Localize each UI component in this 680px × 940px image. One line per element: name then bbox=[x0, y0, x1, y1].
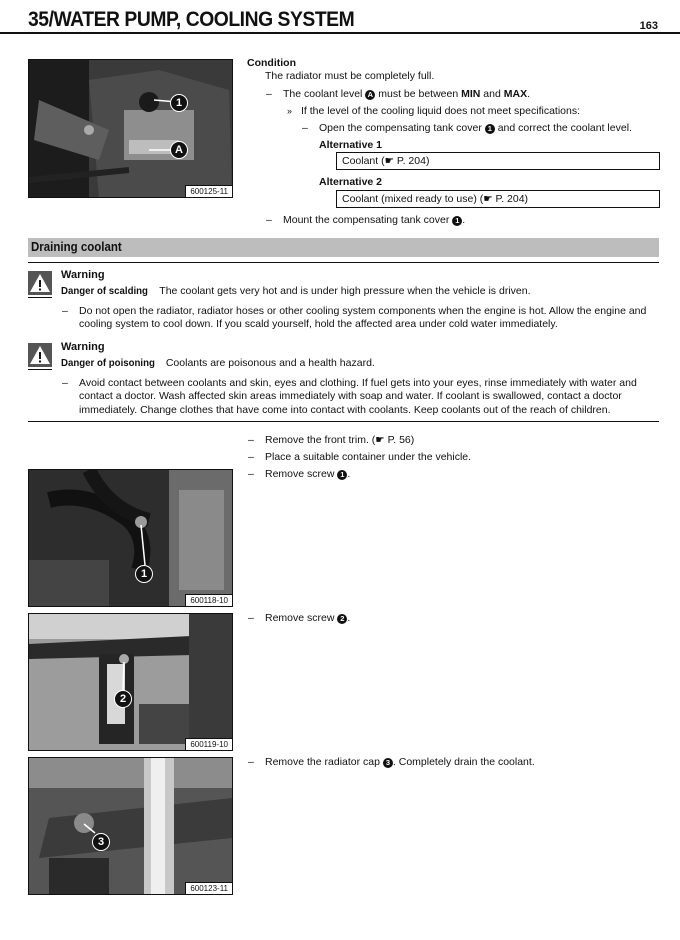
step-remove-front-trim: – Remove the front trim. (☛ P. 56) bbox=[265, 434, 414, 447]
step-coolant-level bbox=[283, 88, 530, 101]
spec-bullet: » If the level of the cooling liquid does not meet specifications: bbox=[301, 105, 580, 118]
level-pre: The coolant level bbox=[283, 88, 363, 100]
s3-pre: Remove screw bbox=[265, 468, 335, 480]
condition-heading: Condition bbox=[247, 57, 296, 69]
warning1-rule bbox=[28, 297, 52, 298]
warning2-line2: contact a doctor. Wash affected skin areas immediately with soap and water. If coolant is swallowed, contact a doctor bbox=[79, 390, 622, 403]
callout-2: 2 bbox=[114, 690, 132, 708]
figure-screw-2 bbox=[28, 613, 233, 751]
figure-coolant-tank bbox=[28, 59, 233, 198]
warning2-line1: – Avoid contact between coolants and skin, eyes and clothing. If fuel gets into your eyes, rinse immediately with water and bbox=[79, 377, 637, 389]
warning-icon bbox=[28, 271, 52, 295]
figure-radiator-cap bbox=[28, 757, 233, 895]
callout-3: 3 bbox=[92, 833, 110, 851]
warning1-line2: cooling system to cool down. If you scald yourself, hold the affected area under cold water immediately. bbox=[79, 318, 558, 331]
warning1-danger-text: The coolant gets very hot and is under high pressure when the vehicle is driven. bbox=[159, 285, 531, 297]
warning2-rule bbox=[28, 369, 52, 370]
step-remove-screw-2 bbox=[265, 612, 350, 625]
warning2-danger-text: Coolants are poisonous and a health hazard. bbox=[165, 357, 375, 369]
coolant-tank-photo bbox=[29, 60, 232, 197]
step-mount-cover bbox=[283, 214, 465, 227]
marker-A: A bbox=[365, 90, 375, 100]
level-mid: must be between bbox=[378, 88, 459, 100]
warning1-danger-label: Danger of scalding bbox=[61, 285, 148, 297]
section-title: Draining coolant bbox=[31, 240, 122, 254]
open-pre: Open the compensating tank cover bbox=[319, 122, 482, 134]
s4-post: . bbox=[347, 612, 351, 624]
figure-label: 600123-11 bbox=[185, 882, 232, 894]
step-open-cover bbox=[319, 122, 632, 135]
marker-1: 1 bbox=[485, 124, 495, 134]
marker-1b: 1 bbox=[452, 216, 462, 226]
level-min: MIN bbox=[461, 88, 481, 100]
radiator-cap-photo bbox=[29, 758, 232, 894]
step-place-container: – Place a suitable container under the vehicle. bbox=[265, 451, 471, 464]
warning1-line1: – Do not open the radiator, radiator hoses or other cooling system components when the engine is hot. Allow the engine and bbox=[79, 305, 647, 317]
marker-3: 3 bbox=[383, 758, 393, 768]
figure-label: 600125-11 bbox=[185, 185, 232, 197]
level-end: . bbox=[527, 88, 531, 100]
alt2-box: Coolant (mixed ready to use) (☛ P. 204) bbox=[336, 190, 660, 208]
section-bar bbox=[28, 238, 659, 257]
s3-post: . bbox=[347, 468, 351, 480]
figure-screw-1 bbox=[28, 469, 233, 607]
header-rule bbox=[0, 32, 680, 34]
warning2-line3: immediately. Change clothes that have come into contact with coolants. Keep coolants out of the reach of children. bbox=[79, 403, 611, 416]
warning2-danger bbox=[61, 357, 375, 370]
s5-pre: Remove the radiator cap bbox=[265, 756, 380, 768]
s5-post: . Completely drain the coolant. bbox=[392, 756, 535, 768]
open-post: and correct the coolant level. bbox=[497, 122, 632, 134]
warning1-body bbox=[79, 305, 646, 332]
screw-1-photo bbox=[29, 470, 232, 606]
callout-1: 1 bbox=[170, 94, 188, 112]
level-and: and bbox=[483, 88, 501, 100]
step-remove-radiator-cap bbox=[265, 756, 535, 769]
alt2-label: Alternative 2 bbox=[319, 176, 383, 188]
marker-1c: 1 bbox=[337, 470, 347, 480]
mount-post: . bbox=[462, 214, 466, 226]
alt1-box: Coolant (☛ P. 204) bbox=[336, 152, 660, 170]
alt1-label: Alternative 1 bbox=[319, 139, 383, 151]
warning2-title: Warning bbox=[61, 341, 105, 353]
page-title: 35/WATER PUMP, COOLING SYSTEM bbox=[28, 8, 355, 31]
screw-2-photo bbox=[29, 614, 232, 750]
warning2-danger-label: Danger of poisoning bbox=[61, 357, 155, 369]
mount-pre: Mount the compensating tank cover bbox=[283, 214, 450, 226]
callout-A: A bbox=[170, 141, 188, 159]
section-rule bbox=[28, 262, 659, 263]
figure-label: 600118-10 bbox=[185, 594, 232, 606]
s4-pre: Remove screw bbox=[265, 612, 335, 624]
callout-1: 1 bbox=[135, 565, 153, 583]
marker-2: 2 bbox=[337, 614, 347, 624]
step-remove-screw-1 bbox=[265, 468, 350, 481]
warning1-title: Warning bbox=[61, 269, 105, 281]
figure-label: 600119-10 bbox=[185, 738, 232, 750]
level-max: MAX bbox=[503, 88, 528, 100]
page-number: 163 bbox=[639, 20, 658, 32]
warning1-danger bbox=[61, 285, 531, 298]
warning2-body bbox=[79, 377, 637, 417]
warning-icon bbox=[28, 343, 52, 367]
warnings-end-rule bbox=[28, 421, 659, 422]
condition-text: The radiator must be completely full. bbox=[265, 70, 435, 82]
